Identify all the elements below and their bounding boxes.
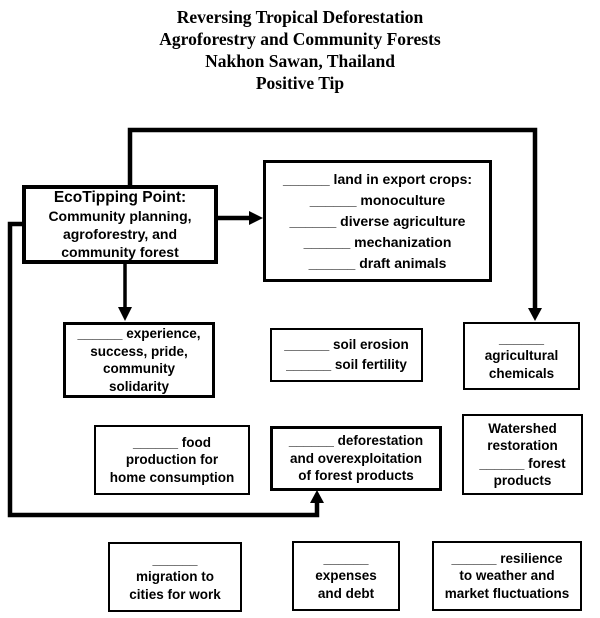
arrow-ecotip-to-export-crops [217, 211, 263, 225]
watershed-text-line: Watershed [488, 420, 557, 436]
watershed-text-line: ______ forest [479, 455, 566, 471]
food-production-text-line: production for [125, 452, 219, 468]
deforestation-text-line: and overexploitation [289, 450, 423, 466]
box-soil-erosion-fertility [270, 328, 423, 382]
title-line-3: Nakhon Sawan, Thailand [205, 51, 395, 71]
ecotipping-text-line: agroforestry, and [62, 225, 178, 242]
experience-text-line: ______ experience, [77, 326, 201, 341]
title-line-2: Agroforestry and Community Forests [159, 29, 441, 49]
migration-blank-line: ______ [152, 551, 198, 567]
ecotipping-heading: EcoTipping Point: [53, 188, 187, 206]
food-production-text-line: home consumption [109, 469, 235, 485]
resilience-text-line: ______ resilience [451, 550, 563, 566]
resilience-text-line: market fluctuations [444, 585, 570, 601]
title-line-4: Positive Tip [255, 73, 345, 93]
ecotipping-text-line: community forest [61, 243, 179, 260]
ag-chemicals-blank-line: ______ [498, 330, 545, 346]
ecotipping-text-line: Community planning, [48, 207, 192, 224]
export-crops-text-line: ______ mechanization [303, 233, 452, 250]
box-land-in-export-crops [263, 160, 492, 282]
watershed-text-line: restoration [487, 438, 558, 453]
export-crops-text-line: ______ diverse agriculture [289, 212, 466, 229]
migration-text-line: cities for work [129, 586, 221, 602]
migration-text-line: migration to [136, 569, 214, 585]
experience-text-line: solidarity [108, 378, 170, 394]
ag-chemicals-text-line: agricultural [484, 348, 559, 364]
food-production-text-line: ______ food [132, 434, 212, 450]
box-expenses-and-debt [292, 541, 400, 611]
soil-text-line: ______ soil fertility [286, 357, 407, 372]
box-agricultural-chemicals [463, 322, 580, 390]
ag-chemicals-text-line: chemicals [488, 365, 555, 381]
box-deforestation-overexploitation [270, 426, 442, 491]
arrow-ecotip-to-experience [118, 263, 132, 321]
experience-text-line: success, pride, [90, 343, 188, 359]
box-watershed-restoration [462, 414, 583, 495]
export-crops-text-line: ______ land in export crops: [282, 170, 473, 187]
title-line-1: Reversing Tropical Deforestation [176, 7, 424, 27]
box-resilience-to-fluctuations [432, 541, 582, 611]
diagram-title [0, 6, 600, 94]
export-crops-text-line: ______ monoculture [309, 191, 446, 208]
experience-text-line: community [102, 361, 175, 376]
deforestation-text-line: ______ deforestation [288, 433, 424, 449]
box-experience-success-pride [63, 322, 215, 398]
expenses-text-line: and debt [317, 585, 375, 601]
deforestation-text-line: of forest products [298, 468, 414, 484]
soil-text-line: ______ soil erosion [284, 337, 409, 352]
expenses-text-line: expenses [315, 568, 377, 584]
box-food-production [94, 425, 250, 495]
expenses-blank-line: ______ [323, 550, 369, 566]
export-crops-text-line: ______ draft animals [308, 254, 447, 271]
box-migration-to-cities [108, 542, 242, 612]
watershed-text-line: products [493, 473, 552, 488]
box-ecotipping-point [22, 185, 218, 264]
resilience-text-line: to weather and [459, 568, 555, 584]
